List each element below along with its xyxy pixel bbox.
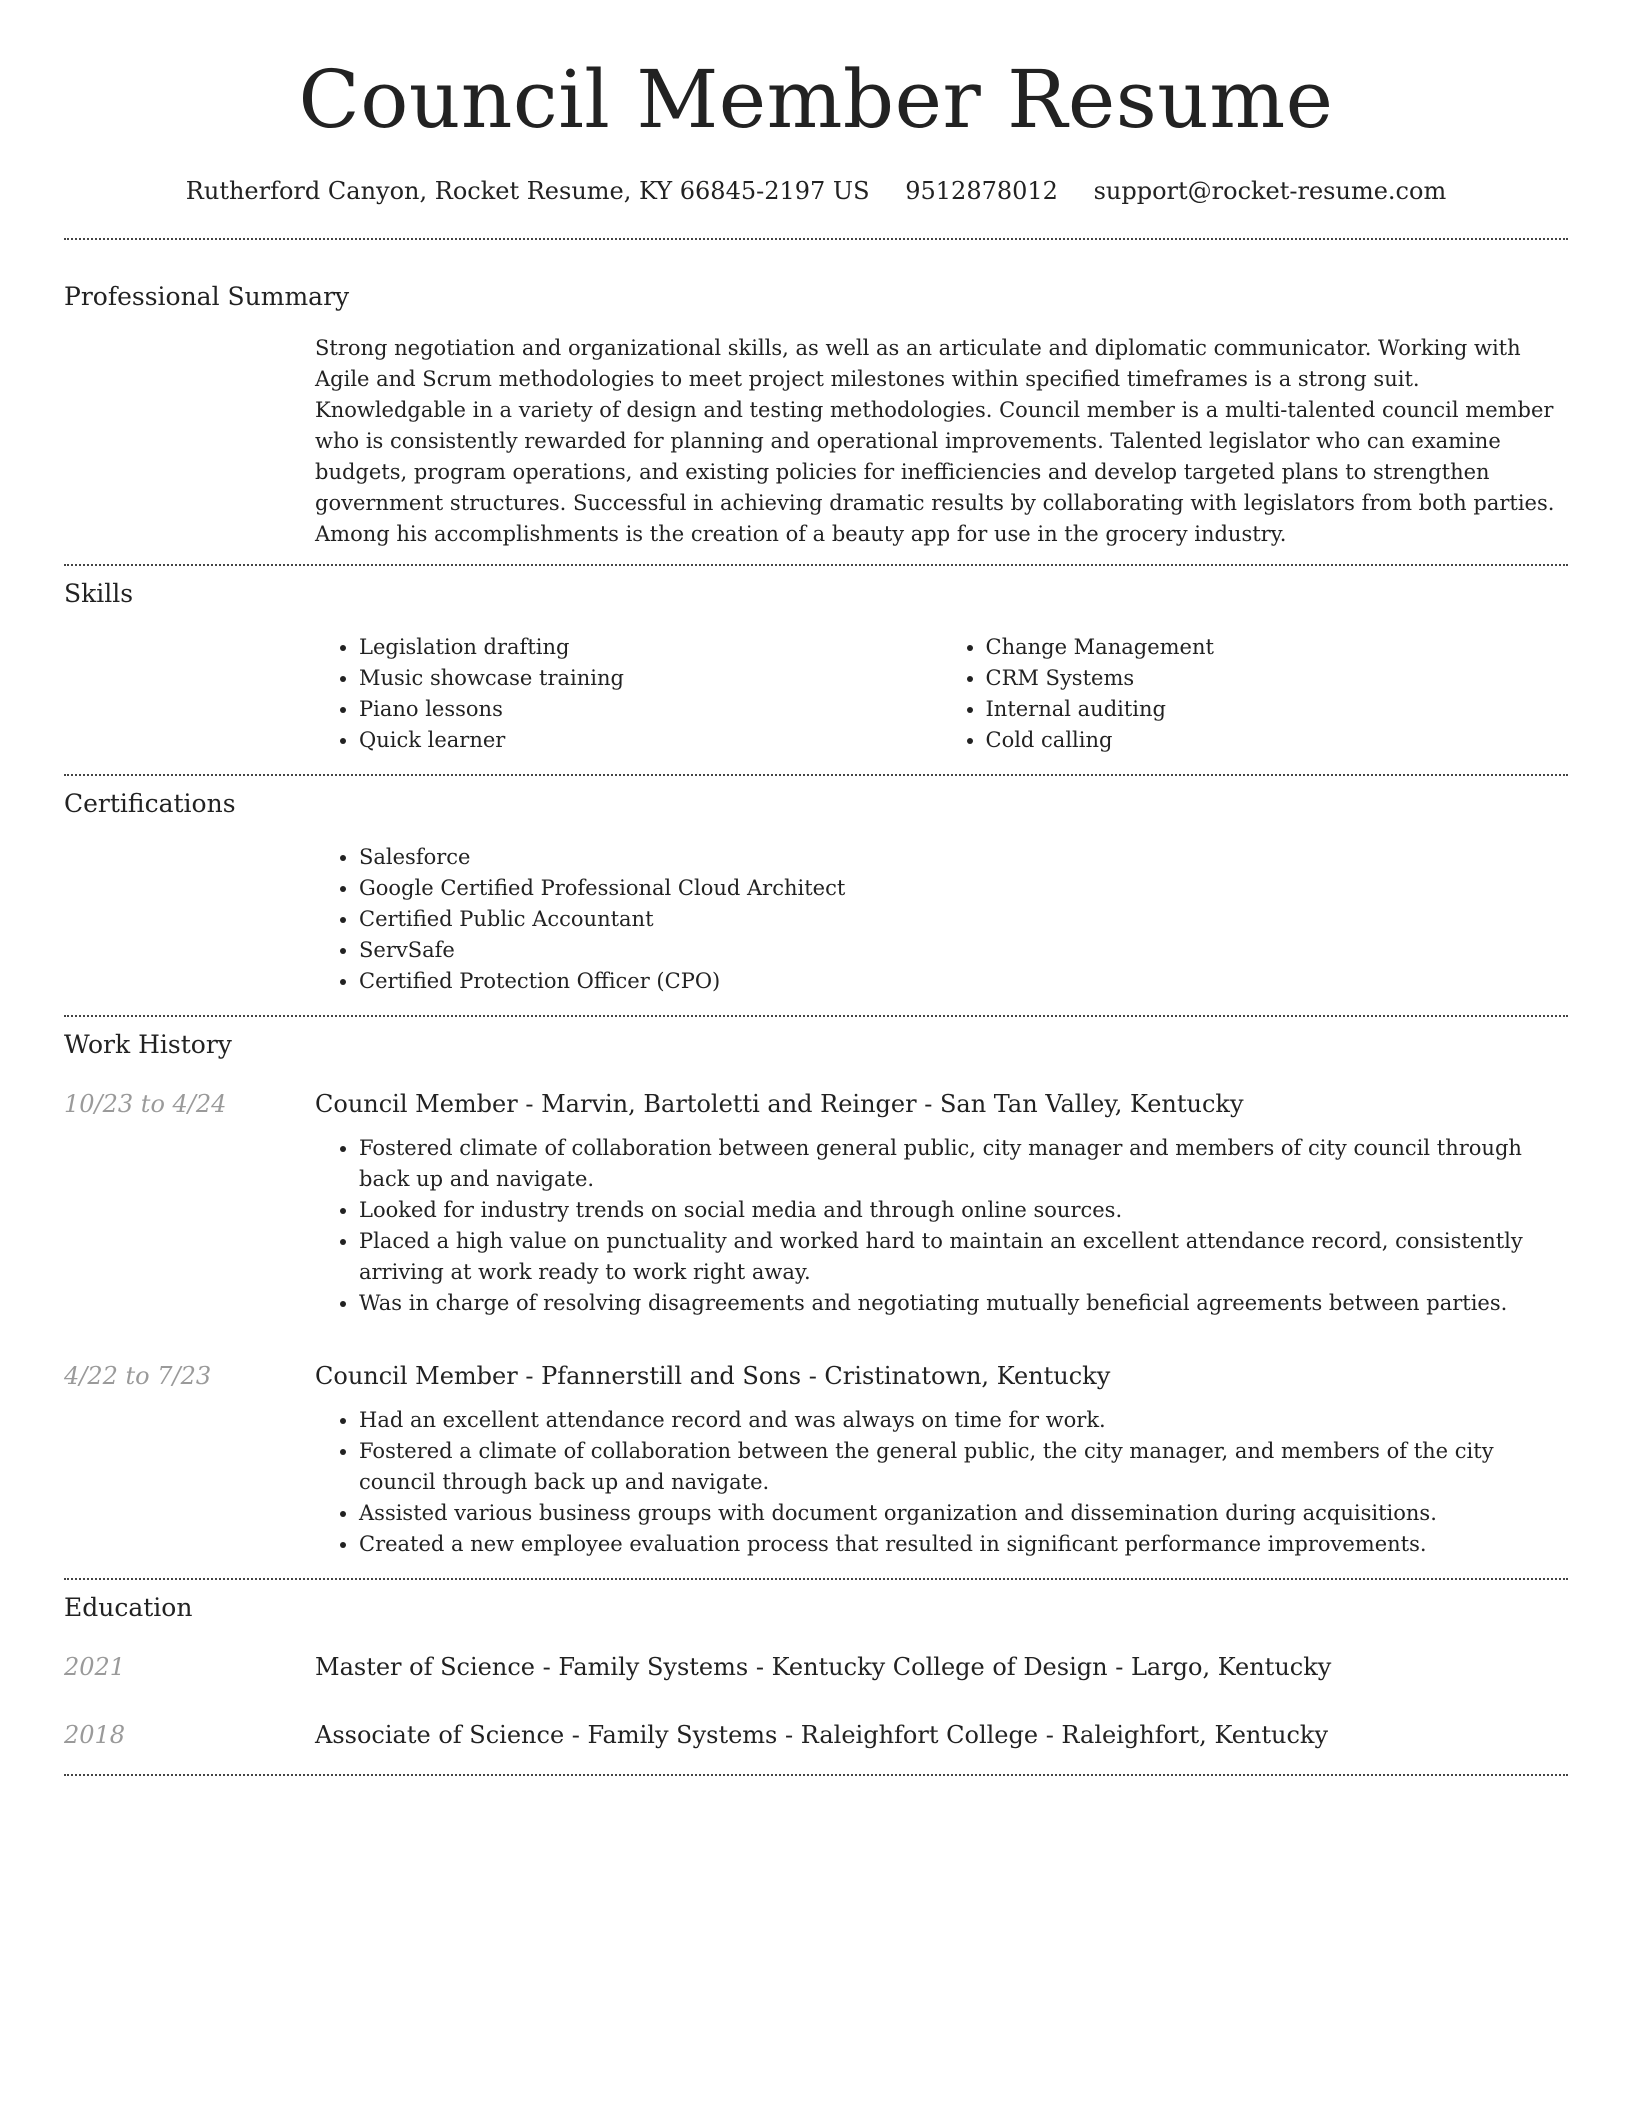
certification-item: • Certified Protection Officer (CPO) (359, 966, 1568, 997)
work-history-heading: Work History (64, 1030, 232, 1059)
education-section (64, 1580, 1568, 1774)
job-dates: 10/23 to 4/24 (64, 1090, 227, 1118)
skill-item: • Piano lessons (359, 694, 942, 725)
job-bullet: • Created a new employee evaluation process that resulted in significant performance improvements. (359, 1529, 1568, 1560)
section-divider (64, 1774, 1568, 1776)
resume-header (64, 0, 1568, 208)
skills-columns (315, 632, 1568, 756)
contact-address: Rutherford Canyon, Rocket Resume, KY 66845-2197 US (185, 177, 870, 205)
job-title: Council Member - Pfannerstill and Sons - Cristinatown, Kentucky (315, 1362, 1111, 1390)
job-bullet: • Fostered a climate of collaboration between the general public, the city manager, and members of the city council through back up and navigate. (359, 1436, 1568, 1498)
certifications-list (315, 842, 1568, 997)
job-bullet: • Looked for industry trends on social media and through online sources. (359, 1195, 1568, 1226)
job-entry (64, 1359, 1568, 1560)
job-bullets (315, 1405, 1568, 1560)
job-bullet: • Placed a high value on punctuality and worked hard to maintain an excellent attendance record, consistently arriving at work ready to work right away. (359, 1226, 1568, 1288)
summary-text: Strong negotiation and organizational skills, as well as an articulate and diplomatic communicator. Working with Agile and Scrum methodologies to meet project milestones within specified timeframes is a strong suit. Knowledgable in a variety of design and testing methodologies. Council member is a multi-talented council member who is consistently rewarded for planning and operational improvements. Talented legislator who can examine budgets, program operations, and existing policies for inefficiencies and develop targeted plans to strengthen government structures. Successful in achieving dramatic results by collaborating with legislators from both parties. Among his accomplishments is the creation of a beauty app for use in the grocery industry. (315, 336, 1555, 546)
skills-list-left (315, 632, 942, 756)
job-bullet: • Assisted various business groups with document organization and dissemination during acquisitions. (359, 1498, 1568, 1529)
education-heading: Education (64, 1593, 193, 1622)
summary-section (64, 240, 1568, 550)
skill-item: • CRM Systems (986, 663, 1569, 694)
certification-item: • Certified Public Accountant (359, 904, 1568, 935)
skills-list-right (942, 632, 1569, 756)
certification-item: • Google Certified Professional Cloud Architect (359, 873, 1568, 904)
certification-item: • Salesforce (359, 842, 1568, 873)
job-entry (64, 1087, 1568, 1319)
contact-line (64, 174, 1568, 208)
job-bullet: • Had an excellent attendance record and was always on time for work. (359, 1405, 1568, 1436)
job-title: Council Member - Marvin, Bartoletti and Reinger - San Tan Valley, Kentucky (315, 1090, 1244, 1118)
job-bullet: • Was in charge of resolving disagreements and negotiating mutually beneficial agreements between parties. (359, 1288, 1568, 1319)
job-bullet: • Fostered climate of collaboration between general public, city manager and members of city council through back up and navigate. (359, 1133, 1568, 1195)
contact-email: support@rocket-resume.com (1093, 177, 1447, 205)
certification-item: • ServSafe (359, 935, 1568, 966)
resume-title: Council Member Resume (298, 53, 1334, 146)
education-degree: Master of Science - Family Systems - Kentucky College of Design - Largo, Kentucky (315, 1653, 1332, 1681)
contact-phone: 9512878012 (905, 177, 1058, 205)
job-dates: 4/22 to 7/23 (64, 1362, 212, 1390)
skill-item: • Internal auditing (986, 694, 1569, 725)
education-entry (64, 1718, 1568, 1752)
work-history-section (64, 1017, 1568, 1578)
education-year: 2021 (64, 1653, 126, 1681)
education-entry (64, 1650, 1568, 1684)
job-bullets (315, 1133, 1568, 1319)
summary-heading: Professional Summary (64, 282, 350, 311)
education-year: 2018 (64, 1721, 126, 1749)
skills-heading: Skills (64, 579, 134, 608)
skills-section (64, 566, 1568, 756)
education-degree: Associate of Science - Family Systems - Raleighfort College - Raleighfort, Kentucky (315, 1721, 1329, 1749)
skill-item: • Change Management (986, 632, 1569, 663)
skill-item: • Music showcase training (359, 663, 942, 694)
skill-item: • Quick learner (359, 725, 942, 756)
certifications-section (64, 776, 1568, 997)
skill-item: • Legislation drafting (359, 632, 942, 663)
skill-item: • Cold calling (986, 725, 1569, 756)
certifications-heading: Certifications (64, 789, 236, 818)
